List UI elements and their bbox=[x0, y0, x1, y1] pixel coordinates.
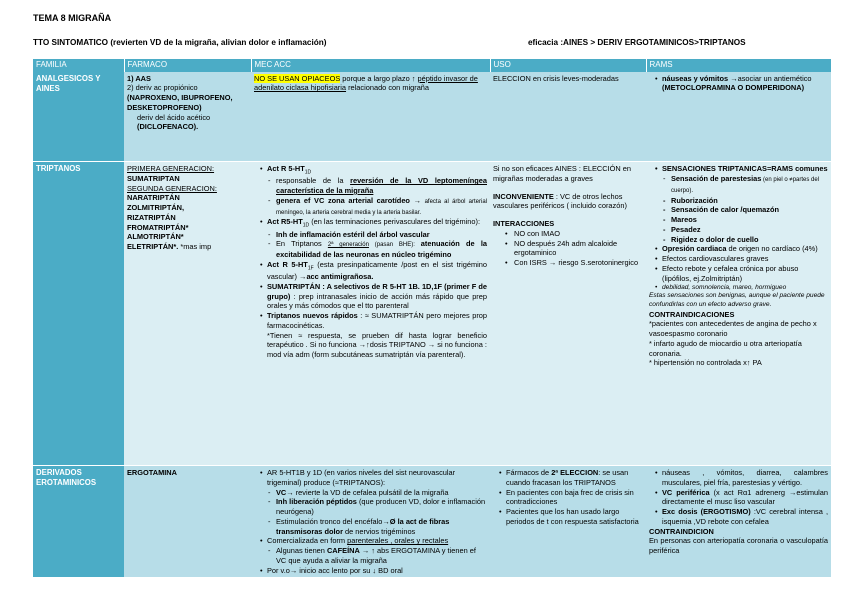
list-item: • Pacientes que los han usado largo periodos de t con respuesta satisfactoria bbox=[499, 507, 643, 527]
text-span: Fármacos de bbox=[506, 468, 552, 478]
table-row bbox=[33, 466, 831, 578]
list-item: • náuseas , vómitos, diarrea, calambres musculares, piel fría, parestesias y vértigo. bbox=[655, 468, 828, 488]
text-span: (pasan BHE): bbox=[368, 242, 421, 249]
text-span: (METOCLOPRAMINA O DOMPERIDONA) bbox=[662, 83, 805, 93]
text-span: responsable de la bbox=[276, 176, 351, 186]
rams-cell bbox=[646, 72, 831, 162]
mec-cell bbox=[251, 466, 490, 578]
farmaco-cell bbox=[124, 72, 251, 162]
text-span: (que producen VD, dolor e inflamación neurógena) bbox=[276, 497, 486, 517]
table-row bbox=[33, 162, 831, 466]
header-mec-acc: MEC ACC bbox=[251, 59, 490, 72]
text-span: parenterales , orales y rectales bbox=[347, 536, 449, 546]
list-item: • Efectos cardiovasculares graves bbox=[655, 254, 828, 264]
efficacy-note: eficacia :AINES > DERIV ERGOTAMINICOS>TRIPTANOS bbox=[528, 38, 746, 47]
page-title: TEMA 8 MIGRAÑA bbox=[33, 13, 112, 23]
text-span: (en piel o ≠partes del cuerpo). bbox=[671, 176, 820, 194]
text-line: PRIMERA GENERACION: bbox=[127, 164, 215, 174]
rams-cell bbox=[646, 162, 831, 466]
text-line: Estas sensaciones son benignas, aunque el paciente puede confundirlas con un efecto adverso grave. bbox=[649, 292, 825, 308]
text-span: : VC de otros lechos vasculares periféricos ( incluido corazón) bbox=[493, 191, 627, 211]
text-span: *mas imp bbox=[178, 242, 212, 252]
text-line: NARATRIPTÁN bbox=[127, 193, 180, 203]
text-span: : prep intranasales inicio de acción más rápido que prep orales y más cómodos que el tto parenteral bbox=[267, 291, 487, 311]
text-span: relacionado con migraña bbox=[346, 83, 430, 93]
mec-cell bbox=[251, 162, 490, 466]
text-line: SUMATRIPTAN bbox=[127, 173, 180, 183]
text-line: (DICLOFENACO). bbox=[137, 122, 199, 132]
text-span: reversión de la VD leptomeníngea característica de la migraña bbox=[276, 176, 487, 195]
text-span: Act R 5-HT bbox=[267, 259, 308, 269]
text-line: 1) AAS bbox=[127, 73, 151, 83]
uso-cell bbox=[490, 466, 646, 578]
text-span: Comercializada en form bbox=[267, 536, 348, 546]
text-span: Inh liberación péptidos bbox=[276, 497, 357, 507]
farmaco-cell: ERGOTAMINA bbox=[124, 466, 251, 578]
list-item: • Con ISRS → riesgo S.serotoninergico bbox=[505, 258, 643, 268]
text-span: 1D bbox=[304, 169, 312, 176]
text-span: 2ª ELECCION bbox=[551, 468, 599, 478]
header-farmaco: FARMACO bbox=[124, 59, 251, 72]
text-span: : se usan cuando fracasan los TRIPTANOS bbox=[506, 468, 629, 487]
text-span: → ↑ abs ERGOTAMINA y tienen ef VC que ayuda a aliviar la migraña bbox=[276, 546, 476, 565]
text-span: genera ef VC zona arterial carotídeo → bbox=[276, 195, 425, 205]
uso-cell: ELECCION en crisis leves-moderadas bbox=[490, 72, 646, 162]
text-line: ALMOTRIPTÁN* bbox=[127, 232, 184, 242]
list-item: - Sensación de calor /quemazón bbox=[663, 205, 828, 215]
table-header-row bbox=[33, 59, 831, 72]
text-span: : ≈ SUMATRIPTÁN pero mejores prop farmacocinéticas. bbox=[267, 311, 487, 330]
text-span: INCONVENIENTE bbox=[493, 191, 554, 201]
text-span: náuseas y vómitos bbox=[662, 73, 729, 83]
rams-cell bbox=[646, 466, 831, 578]
list-item: - Pesadez bbox=[663, 225, 828, 235]
text-span: acc antimigrañosa. bbox=[306, 272, 374, 282]
header-familia: FAMILIA bbox=[33, 59, 124, 72]
list-item: • debilidad, somnolencia, mareo, hormigueo bbox=[655, 284, 828, 293]
text-span: Sensación de parestesias bbox=[671, 173, 762, 183]
list-item: • Por v.o→ inicio acc lento por su ↓ BD oral bbox=[260, 566, 487, 576]
text-span: Ø la act de fibras transmisoras dolor bbox=[276, 516, 450, 536]
list-item: • En pacientes con baja frec de crisis sin contradicciones bbox=[499, 488, 643, 508]
text-line: *pacientes con antecedentes de angina de pecho x vasoespasmo coronario bbox=[649, 319, 817, 339]
text-span: VC→ bbox=[276, 487, 294, 497]
text-span: afecta al árbol arterial meníngeo, la arteria cerebral media y la arteria basilar. bbox=[276, 198, 488, 216]
header-rams: RAMS bbox=[646, 59, 831, 72]
text-line: (NAPROXENO, IBUPROFENO, DESKETOPROFENO) bbox=[127, 93, 233, 112]
text-span: Act R 5-HT bbox=[267, 164, 305, 174]
subtitle: TTO SINTOMATICO (revierten VD de la migraña, alivian dolor e inflamación) bbox=[33, 38, 327, 47]
text-span: CAFEÍNA bbox=[326, 546, 360, 556]
text-line: En personas con arteriopatía coronaria o vasculopatía periférica bbox=[649, 536, 828, 556]
text-span: revierte la VD de cefalea pulsátil de la migraña bbox=[293, 487, 449, 497]
text-line: SEGUNDA GENERACION: bbox=[127, 183, 217, 193]
text-span: →asociar un antiemético bbox=[728, 73, 812, 83]
text-span: porque a largo plazo ↑ bbox=[340, 73, 418, 83]
familia-cell: DERIVADOS EROTAMINICOS bbox=[33, 466, 124, 578]
uso-cell bbox=[490, 162, 646, 466]
text-line: FROMATRIPTÁN* bbox=[127, 222, 189, 232]
list-item: - Rigidez o dolor de cuello bbox=[663, 235, 828, 245]
familia-cell: TRIPTANOS bbox=[33, 162, 124, 466]
text-span: Exc dosis (ERGOTISMO) bbox=[662, 507, 751, 517]
text-span: Algunas tienen bbox=[276, 546, 327, 556]
text-line: deriv del ácido acético bbox=[137, 112, 211, 122]
text-span: :VC cerebral intensa , isquemia ,VD rebote con cefalea bbox=[662, 507, 828, 526]
text-span: (esta presinpaticamente /post en el sist trigémino vascular) → bbox=[267, 259, 487, 282]
text-span: 1D bbox=[302, 222, 310, 229]
text-span: (x act Rα1 adrenerg →estimulan directamente el musc liso vascular bbox=[662, 487, 828, 507]
highlight-text: NO SE USAN OPIACEOS bbox=[254, 73, 341, 83]
list-item: - Mareos bbox=[663, 215, 828, 225]
text-line: INTERACCIONES bbox=[493, 219, 555, 229]
text-line: RIZATRIPTÁN bbox=[127, 212, 176, 222]
text-span: VC periférica bbox=[662, 487, 710, 497]
familia-cell: ANALGESICOS Y AINES bbox=[33, 72, 124, 162]
text-line: *Tienen ≈ respuesta, se prueben dif hasta lograr beneficio terapéutico . Si no funciona →↑dosis TRIPTANO → si no funciona : mod vía adm (form subcutáneas sumatriptán vía parenteral). bbox=[267, 330, 487, 360]
text-span: En Triptanos bbox=[276, 239, 328, 249]
list-item: • NO después 24h adm alcaloide ergotaminico bbox=[505, 239, 643, 259]
text-span: Opresión cardiaca bbox=[662, 244, 727, 254]
text-line: * hipertensión no controlada x↑ PA bbox=[649, 358, 762, 368]
text-span: Estimulación tronco del encéfalo→ bbox=[276, 516, 390, 526]
text-span: 2ª generación bbox=[327, 242, 369, 249]
text-line: * infarto agudo de miocardio u otra arteriopatía coronaria. bbox=[649, 338, 802, 358]
text-line: Si no son eficaces AINES : ELECCIÓN en migrañas moderadas a graves bbox=[493, 164, 632, 183]
list-item: • Efecto rebote y cefalea crónica por abuso (lipófilos, ej.Zolmitriptán) bbox=[655, 264, 828, 284]
list-item: • SENSACIONES TRIPTANICAS=RAMS comunes bbox=[655, 164, 828, 174]
mec-cell bbox=[251, 72, 490, 162]
text-span: 1F bbox=[307, 265, 314, 272]
text-span: (en las terminaciones perivasculares del trigémino): bbox=[309, 217, 481, 227]
text-span: Triptanos nuevos rápidos bbox=[267, 311, 358, 321]
drug-table bbox=[33, 59, 832, 578]
text-span: de nervios trigéminos bbox=[342, 526, 416, 536]
list-item: • NO con IMAO bbox=[505, 229, 643, 239]
text-span: atenuación de la excitabilidad de las neuronas en núcleo trigémino bbox=[276, 239, 487, 260]
list-item: • AR 5-HT1B y 1D (en varios niveles del sist neurovascular trigeminal) produce (≈TRIPTANOS): bbox=[260, 468, 487, 488]
text-line: CONTRAINDICION bbox=[649, 526, 714, 536]
text-span: péptido invasor de adenilato ciclasa hipofisiaria bbox=[254, 73, 478, 93]
text-line: CONTRAINDICACIONES bbox=[649, 309, 735, 319]
table-row bbox=[33, 72, 831, 162]
text-line: ZOLMITRIPTÁN, bbox=[127, 203, 185, 213]
list-item: - Ruborización bbox=[663, 196, 828, 206]
farmaco-cell bbox=[124, 162, 251, 466]
text-line: 2) deriv ac propiónico bbox=[127, 83, 198, 93]
text-span: de origen no cardíaco (4%) bbox=[726, 244, 818, 254]
text-span: Act R5-HT bbox=[267, 217, 303, 227]
text-span: SUMATRIPTÁN : A selectivos de R 5-HT 1B. 1D,1F (primer F de grupo) bbox=[267, 281, 487, 301]
text-span: ELETRIPTÁN*. bbox=[127, 242, 179, 252]
header-uso: USO bbox=[490, 59, 646, 72]
text-span: Inh de inflamación estéril del árbol vascular bbox=[276, 229, 430, 239]
